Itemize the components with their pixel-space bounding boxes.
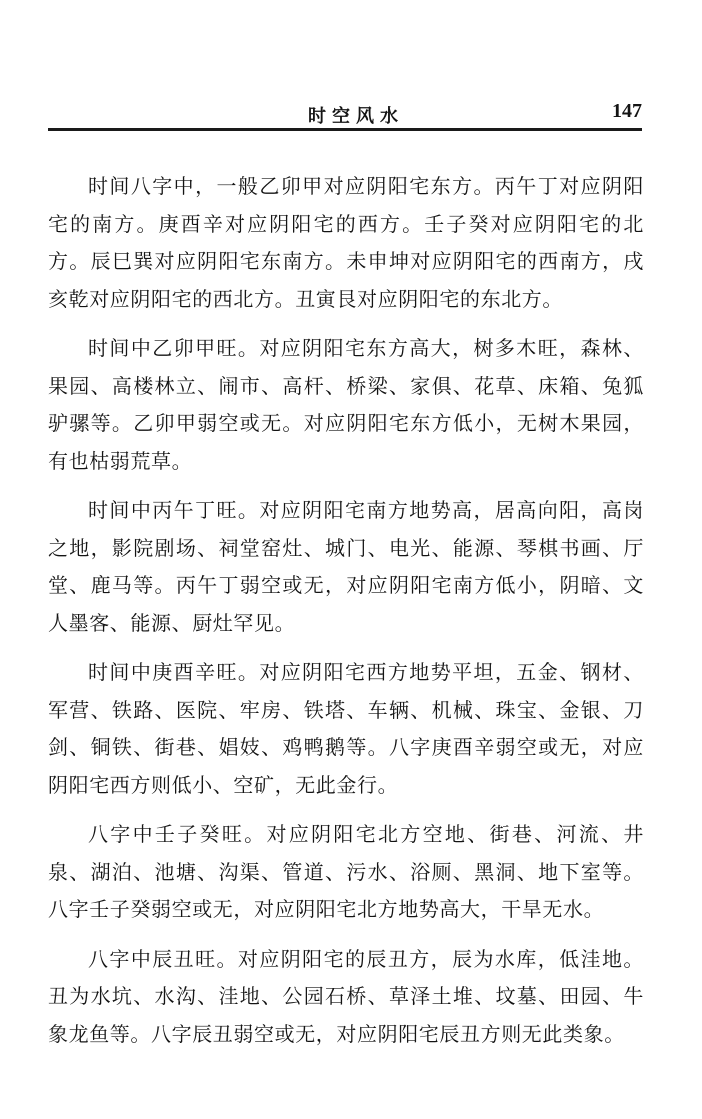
paragraph-north: 八字中壬子癸旺。对应阴阳宅北方空地、街巷、河流、井泉、湖泊、池塘、沟渠、管道、污水、浴厕、黑洞、地下室等。八字壬子癸弱空或无，对应阴阳宅北方地势高大，干旱无水。 (48, 822, 644, 921)
running-header-title: 时空风水 (308, 106, 404, 127)
paragraph-chen-chou: 八字中辰丑旺。对应阴阳宅的辰丑方，辰为水库，低洼地。丑为水坑、水沟、洼地、公园石桥、草泽土堆、坟墓、田园、牛象龙鱼等。八字辰丑弱空或无，对应阴阳宅辰丑方则无此类象。 (48, 946, 644, 1046)
body-text (48, 168, 644, 1065)
paragraph-south: 时间中丙午丁旺。对应阴阳宅南方地势高，居高向阳，高岗之地，影院剧场、祠堂窑灶、城门、电光、能源、琴棋书画、厅堂、鹿马等。丙午丁弱空或无，对应阴阳宅南方低小，阴暗、文人墨客、能源、厨灶罕见。 (48, 498, 644, 635)
running-header (48, 96, 642, 130)
paragraph-east: 时间中乙卯甲旺。对应阴阳宅东方高大，树多木旺，森林、果园、高楼林立、闹市、高杆、桥梁、家俱、花草、床箱、兔狐驴骡等。乙卯甲弱空或无。对应阴阳宅东方低小，无树木果园，有也枯弱荒草。 (48, 336, 644, 473)
header-rule (48, 128, 642, 131)
paragraph-west: 时间中庚酉辛旺。对应阴阳宅西方地势平坦，五金、钢材、军营、铁路、医院、牢房、铁塔、车辆、机械、珠宝、金银、刀剑、铜铁、街巷、娼妓、鸡鸭鹅等。八字庚酉辛弱空或无，对应阴阳宅西方则低小、空矿，无此金行。 (48, 660, 644, 797)
page-number: 147 (612, 100, 642, 122)
paragraph-overview: 时间八字中，一般乙卯甲对应阴阳宅东方。丙午丁对应阴阳宅的南方。庚酉辛对应阴阳宅的西方。壬子癸对应阴阳宅的北方。辰巳巽对应阴阳宅东南方。未申坤对应阴阳宅的西南方，戌亥乾对应阴阳宅的西北方。丑寅艮对应阴阳宅的东北方。 (48, 174, 644, 311)
